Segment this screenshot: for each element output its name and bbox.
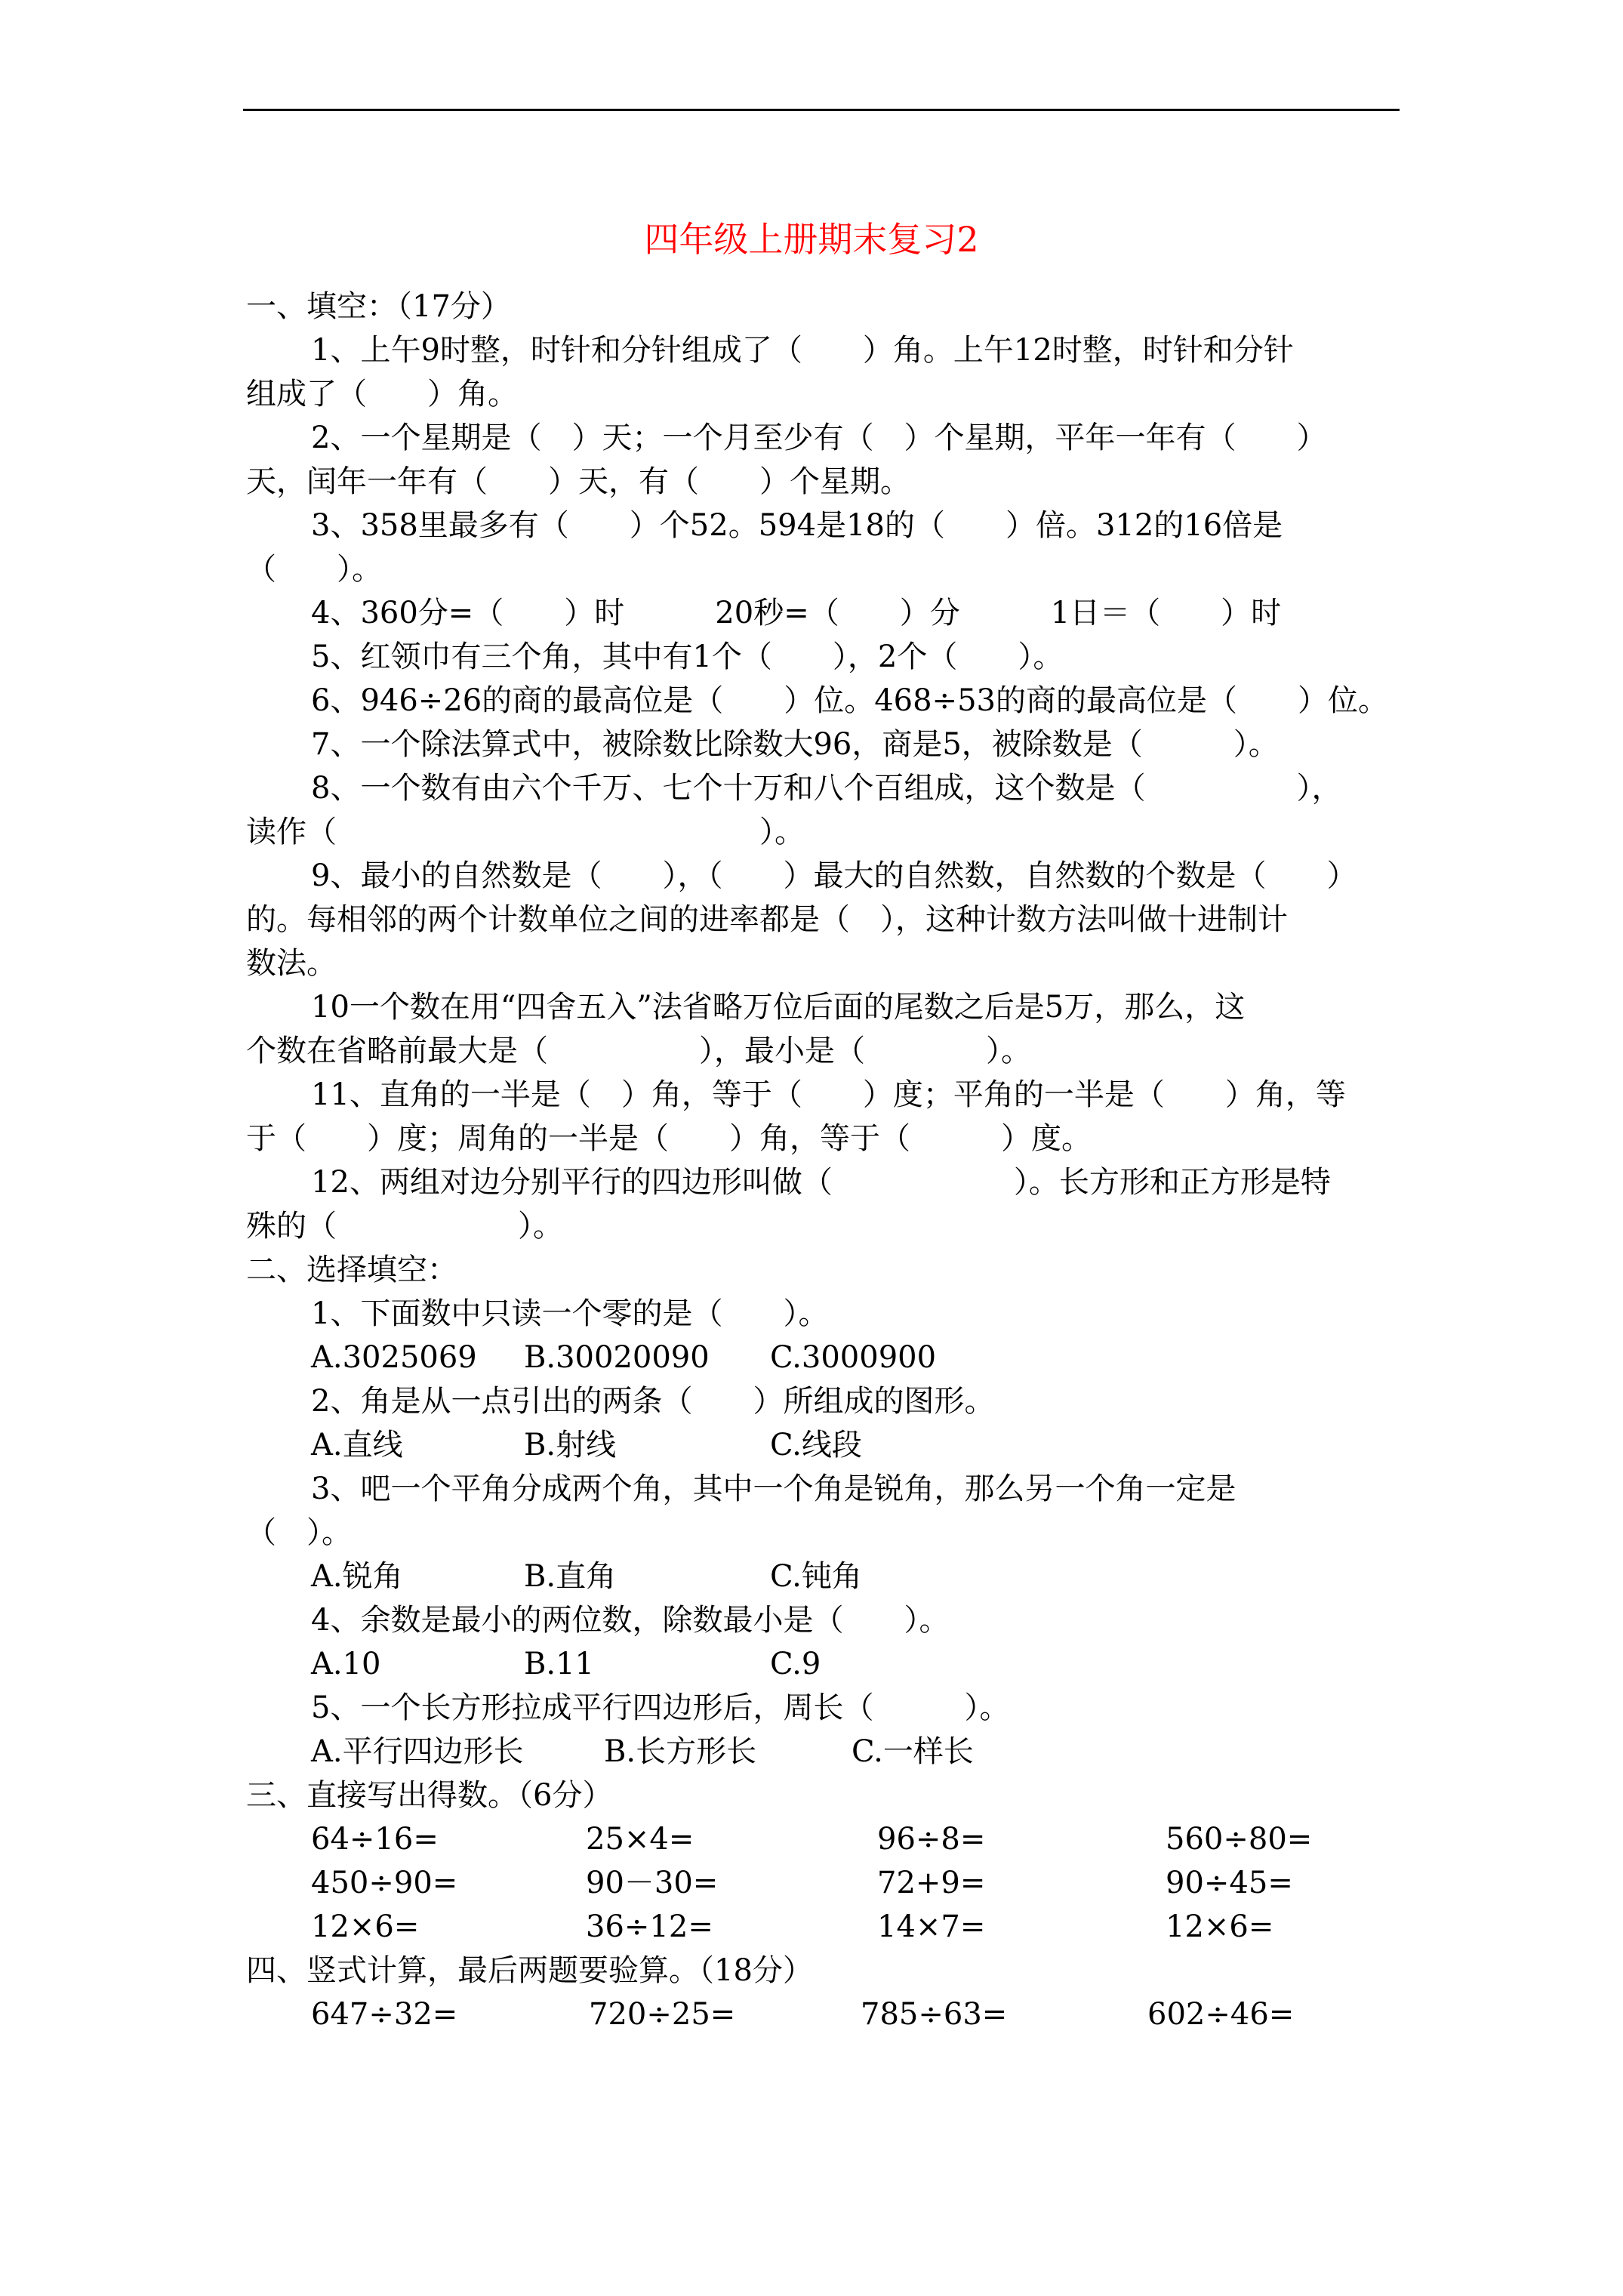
- choice-option: C.线段: [770, 1428, 862, 1462]
- calc-item: 90÷45=: [1166, 1866, 1293, 1900]
- calc-item: 602÷46=: [1147, 1997, 1295, 2032]
- choice-option: A.平行四边形长: [311, 1734, 524, 1769]
- question-line: 10一个数在用“四舍五入”法省略万位后面的尾数之后是5万，那么，这: [311, 990, 1246, 1025]
- question-line: 读作（ ）。: [246, 815, 805, 849]
- question-line: 5、一个长方形拉成平行四边形后，周长（ ）。: [311, 1690, 1010, 1725]
- question-line: 个数在省略前最大是（ ），最小是（ ）。: [246, 1034, 1031, 1068]
- section-heading: 三、直接写出得数。（6分）: [246, 1778, 613, 1813]
- choice-option: A.3025069: [311, 1340, 477, 1375]
- question-line: 7、一个除法算式中，被除数比除数大96，商是5，被除数是（ ）。: [311, 727, 1279, 762]
- section-heading: 二、选择填空：: [246, 1253, 457, 1287]
- question-line: 11、直角的一半是（ ）角，等于（ ）度；平角的一半是（ ）角，等: [311, 1077, 1346, 1112]
- calc-item: 36÷12=: [586, 1909, 713, 1944]
- calc-item: 12×6=: [311, 1909, 420, 1944]
- choice-option: C.钝角: [770, 1559, 862, 1594]
- choice-option: A.直线: [311, 1428, 403, 1462]
- question-line: 组成了（ ）角。: [246, 377, 518, 411]
- question-line: 数法。: [246, 946, 337, 981]
- calc-item: 14×7=: [877, 1909, 986, 1944]
- calc-item: 647÷32=: [311, 1997, 458, 2032]
- calc-item: 12×6=: [1166, 1909, 1274, 1944]
- question-line: 5、红领巾有三个角，其中有1个（ ），2个（ ）。: [311, 639, 1064, 674]
- question-line: 2、一个星期是（ ）天；一个月至少有（ ）个星期，平年一年有（ ）: [311, 421, 1327, 455]
- question-line: 2、角是从一点引出的两条（ ）所组成的图形。: [311, 1384, 995, 1419]
- question-line: 6、946÷26的商的最高位是（ ）位。468÷53的商的最高位是（ ）位。: [311, 683, 1388, 718]
- choice-option: C.9: [770, 1647, 821, 1681]
- question-line: 9、最小的自然数是（ ），（ ）最大的自然数，自然数的个数是（ ）: [311, 858, 1357, 893]
- question-line: （ ）。: [246, 552, 382, 587]
- calc-item: 25×4=: [586, 1822, 694, 1857]
- question-line: 于（ ）度；周角的一半是（ ）角，等于（ ）度。: [246, 1121, 1092, 1156]
- question-line: 天，闰年一年有（ ）天，有（ ）个星期。: [246, 464, 910, 499]
- question-line: 4、余数是最小的两位数，除数最小是（ ）。: [311, 1603, 950, 1638]
- section-heading: 四、竖式计算，最后两题要验算。（18分）: [246, 1953, 813, 1988]
- choice-option: B.11: [524, 1647, 595, 1681]
- calc-item: 96÷8=: [877, 1822, 986, 1857]
- calc-item: 72+9=: [877, 1866, 986, 1900]
- page-title: 四年级上册期末复习2: [644, 219, 979, 260]
- header-rule: [243, 109, 1400, 111]
- choice-option: B.长方形长: [604, 1734, 757, 1769]
- question-line: 的。每相邻的两个计数单位之间的进率都是（ ），这种计数方法叫做十进制计: [246, 902, 1288, 937]
- calc-item: 785÷63=: [861, 1997, 1008, 2032]
- calc-item: 90－30=: [586, 1866, 719, 1900]
- choice-option: A.锐角: [311, 1559, 403, 1594]
- choice-option: A.10: [311, 1647, 381, 1681]
- question-line: 3、358里最多有（ ）个52。594是18的（ ）倍。312的16倍是: [311, 508, 1283, 543]
- calc-item: 64÷16=: [311, 1822, 439, 1857]
- question-line: 殊的（ ）。: [246, 1209, 563, 1244]
- choice-option: B.30020090: [524, 1340, 710, 1375]
- calc-item: 720÷25=: [589, 1997, 736, 2032]
- question-line: 8、一个数有由六个千万、七个十万和八个百组成，这个数是（ ），: [311, 771, 1342, 806]
- section-heading: 一、填空：（17分）: [246, 289, 511, 324]
- choice-option: B.直角: [524, 1559, 617, 1594]
- choice-option: C.一样长: [852, 1734, 974, 1769]
- question-line: 1、上午9时整，时针和分针组成了（ ）角。上午12时整，时针和分针: [311, 333, 1294, 368]
- calc-item: 450÷90=: [311, 1866, 458, 1900]
- question-line: 3、吧一个平角分成两个角，其中一个角是锐角，那么另一个角一定是: [311, 1472, 1236, 1506]
- question-line: 1、下面数中只读一个零的是（ ）。: [311, 1296, 829, 1331]
- question-line: 12、两组对边分别平行的四边形叫做（ ）。长方形和正方形是特: [311, 1165, 1331, 1200]
- question-line: 4、360分=（ ）时 20秒=（ ）分 1日＝（ ）时: [311, 596, 1282, 630]
- choice-option: C.3000900: [770, 1340, 937, 1375]
- choice-option: B.射线: [524, 1428, 617, 1462]
- calc-item: 560÷80=: [1166, 1822, 1313, 1857]
- question-line: （ ）。: [246, 1515, 352, 1550]
